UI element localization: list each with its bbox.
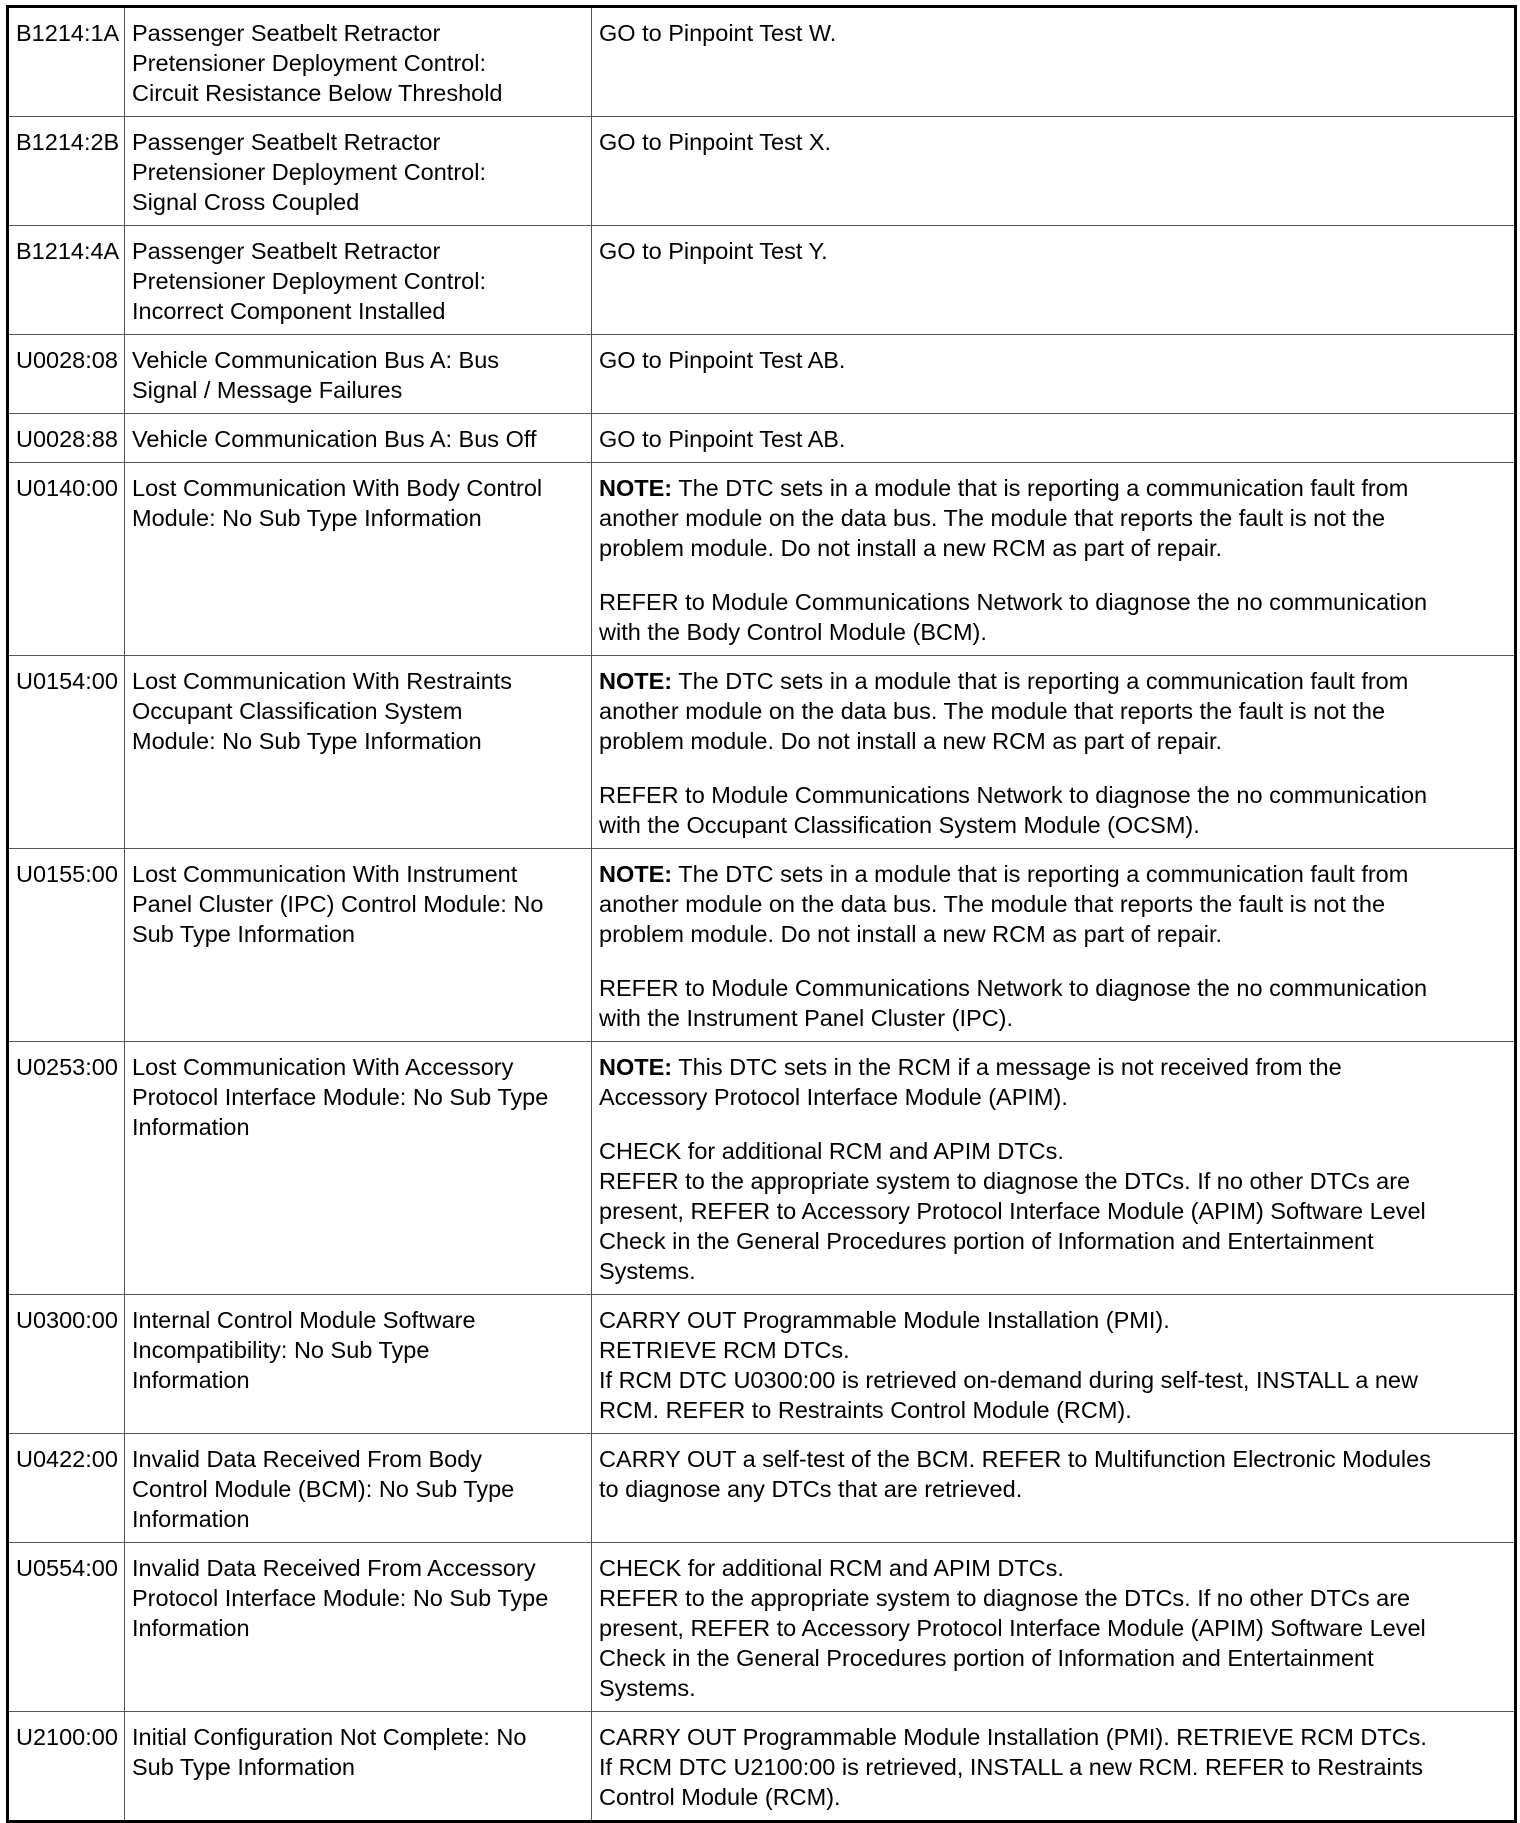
table-row [8,463,1516,656]
note-line: problem module. Do not install a new RCM as part of repair. [599,535,1223,561]
dtc-action [592,1712,1516,1822]
dtc-code: U0028:08 [8,335,125,414]
description-line: Vehicle Communication Bus A: Bus Off [132,426,537,452]
dtc-action [592,849,1516,1042]
action-line: Systems. [599,1258,696,1284]
note-line: another module on the data bus. The module that reports the fault is not the [599,505,1386,531]
note-paragraph [599,473,1506,563]
table-row [8,226,1516,335]
action-line: Systems. [599,1675,696,1701]
table-row [8,1434,1516,1543]
table-row [8,1712,1516,1822]
dtc-description [125,414,592,463]
dtc-code: U0140:00 [8,463,125,656]
description-line: Information [132,1506,250,1532]
dtc-action [592,656,1516,849]
note-label: NOTE: [599,475,673,501]
dtc-table-body [8,7,1516,1822]
description-line: Pretensioner Deployment Control: [132,50,486,76]
note-line: another module on the data bus. The module that reports the fault is not the [599,891,1386,917]
dtc-code: U0253:00 [8,1042,125,1295]
description-line: Pretensioner Deployment Control: [132,268,486,294]
dtc-code: B1214:2B [8,117,125,226]
action-line: REFER to Module Communications Network to diagnose the no communication [599,975,1428,1001]
note-line [599,666,1506,696]
dtc-action [592,335,1516,414]
dtc-action [592,7,1516,117]
dtc-code: U0554:00 [8,1543,125,1712]
dtc-code: U2100:00 [8,1712,125,1822]
table-row [8,1042,1516,1295]
note-line: another module on the data bus. The module that reports the fault is not the [599,698,1386,724]
note-label: NOTE: [599,861,673,887]
description-line: Incorrect Component Installed [132,298,446,324]
table-row [8,849,1516,1042]
action-line: RCM. REFER to Restraints Control Module (RCM). [599,1397,1132,1423]
action-line: Check in the General Procedures portion of Information and Entertainment [599,1645,1374,1671]
description-line: Lost Communication With Restraints [132,668,513,694]
note-line: problem module. Do not install a new RCM as part of repair. [599,921,1223,947]
dtc-code: U0155:00 [8,849,125,1042]
dtc-action [592,463,1516,656]
description-line: Control Module (BCM): No Sub Type [132,1476,515,1502]
action-line: REFER to Module Communications Network to diagnose the no communication [599,589,1428,615]
action-line: GO to Pinpoint Test X. [599,129,832,155]
table-row [8,656,1516,849]
action-line: CHECK for additional RCM and APIM DTCs. [599,1555,1064,1581]
dtc-action [592,1042,1516,1295]
note-line [599,1052,1506,1082]
dtc-table [6,5,1517,1823]
action-line: RETRIEVE RCM DTCs. [599,1337,850,1363]
action-line: present, REFER to Accessory Protocol Interface Module (APIM) Software Level [599,1615,1426,1641]
action-line: present, REFER to Accessory Protocol Interface Module (APIM) Software Level [599,1198,1426,1224]
action-line: GO to Pinpoint Test AB. [599,426,846,452]
action-paragraph [599,1136,1506,1286]
description-line: Circuit Resistance Below Threshold [132,80,503,106]
description-line: Passenger Seatbelt Retractor [132,238,441,264]
table-row [8,1295,1516,1434]
action-line: with the Occupant Classification System Module (OCSM). [599,812,1200,838]
note-text: The DTC sets in a module that is reporting a communication fault from [672,475,1409,501]
description-line: Information [132,1367,250,1393]
description-line: Lost Communication With Body Control [132,475,543,501]
dtc-action [592,1295,1516,1434]
note-label: NOTE: [599,1054,673,1080]
description-line: Lost Communication With Accessory [132,1054,514,1080]
note-line [599,859,1506,889]
action-line: Check in the General Procedures portion of Information and Entertainment [599,1228,1374,1254]
table-row [8,335,1516,414]
action-paragraph [599,1444,1506,1504]
description-line: Internal Control Module Software [132,1307,476,1333]
action-paragraph [599,1722,1506,1812]
note-text: This DTC sets in the RCM if a message is not received from the [672,1054,1342,1080]
dtc-action [592,1434,1516,1543]
description-line: Module: No Sub Type Information [132,728,482,754]
description-line: Sub Type Information [132,921,355,947]
description-line: Invalid Data Received From Accessory [132,1555,536,1581]
note-paragraph [599,859,1506,949]
action-line: GO to Pinpoint Test W. [599,20,837,46]
note-text: The DTC sets in a module that is reporting a communication fault from [672,668,1409,694]
dtc-code: B1214:4A [8,226,125,335]
action-line: GO to Pinpoint Test AB. [599,347,846,373]
description-line: Initial Configuration Not Complete: No [132,1724,527,1750]
dtc-code: U0028:88 [8,414,125,463]
dtc-description [125,7,592,117]
action-paragraph [599,424,1506,454]
description-line: Information [132,1615,250,1641]
action-paragraph [599,1553,1506,1703]
description-line: Module: No Sub Type Information [132,505,482,531]
action-line: CARRY OUT Programmable Module Installation (PMI). [599,1307,1170,1333]
note-text: The DTC sets in a module that is reporting a communication fault from [672,861,1409,887]
description-line: Passenger Seatbelt Retractor [132,129,441,155]
note-line: problem module. Do not install a new RCM as part of repair. [599,728,1223,754]
table-row [8,7,1516,117]
action-paragraph [599,587,1506,647]
action-paragraph [599,345,1506,375]
description-line: Passenger Seatbelt Retractor [132,20,441,46]
dtc-description [125,1042,592,1295]
dtc-description [125,335,592,414]
table-row [8,414,1516,463]
action-paragraph [599,18,1506,48]
action-paragraph [599,973,1506,1033]
dtc-description [125,849,592,1042]
description-line: Protocol Interface Module: No Sub Type [132,1084,549,1110]
description-line: Protocol Interface Module: No Sub Type [132,1585,549,1611]
action-line: CHECK for additional RCM and APIM DTCs. [599,1138,1064,1164]
note-line: Accessory Protocol Interface Module (APIM). [599,1084,1068,1110]
description-line: Sub Type Information [132,1754,355,1780]
dtc-description [125,226,592,335]
description-line: Signal / Message Failures [132,377,403,403]
table-row [8,1543,1516,1712]
action-line: REFER to Module Communications Network to diagnose the no communication [599,782,1428,808]
action-line: with the Instrument Panel Cluster (IPC). [599,1005,1014,1031]
action-paragraph [599,780,1506,840]
action-paragraph [599,236,1506,266]
dtc-description [125,1434,592,1543]
action-line: CARRY OUT Programmable Module Installation (PMI). RETRIEVE RCM DTCs. [599,1724,1427,1750]
action-line: to diagnose any DTCs that are retrieved. [599,1476,1023,1502]
note-paragraph [599,666,1506,756]
dtc-description [125,117,592,226]
action-line: REFER to the appropriate system to diagnose the DTCs. If no other DTCs are [599,1585,1411,1611]
dtc-description [125,1712,592,1822]
action-line: CARRY OUT a self-test of the BCM. REFER to Multifunction Electronic Modules [599,1446,1431,1472]
description-line: Panel Cluster (IPC) Control Module: No [132,891,544,917]
description-line: Vehicle Communication Bus A: Bus [132,347,500,373]
dtc-action [592,117,1516,226]
dtc-description [125,656,592,849]
description-line: Information [132,1114,250,1140]
note-line [599,473,1506,503]
description-line: Invalid Data Received From Body [132,1446,483,1472]
description-line: Incompatibility: No Sub Type [132,1337,430,1363]
dtc-description [125,463,592,656]
action-line: If RCM DTC U0300:00 is retrieved on-demand during self-test, INSTALL a new [599,1367,1418,1393]
dtc-code: U0300:00 [8,1295,125,1434]
action-line: REFER to the appropriate system to diagnose the DTCs. If no other DTCs are [599,1168,1411,1194]
dtc-description [125,1295,592,1434]
description-line: Pretensioner Deployment Control: [132,159,486,185]
action-line: If RCM DTC U2100:00 is retrieved, INSTALL a new RCM. REFER to Restraints [599,1754,1424,1780]
table-row [8,117,1516,226]
dtc-description [125,1543,592,1712]
dtc-code: U0154:00 [8,656,125,849]
description-line: Lost Communication With Instrument [132,861,518,887]
note-paragraph [599,1052,1506,1112]
note-label: NOTE: [599,668,673,694]
action-line: GO to Pinpoint Test Y. [599,238,828,264]
action-line: Control Module (RCM). [599,1784,841,1810]
action-paragraph [599,127,1506,157]
description-line: Occupant Classification System [132,698,463,724]
description-line: Signal Cross Coupled [132,189,360,215]
dtc-code: U0422:00 [8,1434,125,1543]
action-line: with the Body Control Module (BCM). [599,619,987,645]
dtc-code: B1214:1A [8,7,125,117]
dtc-action [592,414,1516,463]
action-paragraph [599,1305,1506,1425]
dtc-action [592,226,1516,335]
dtc-action [592,1543,1516,1712]
